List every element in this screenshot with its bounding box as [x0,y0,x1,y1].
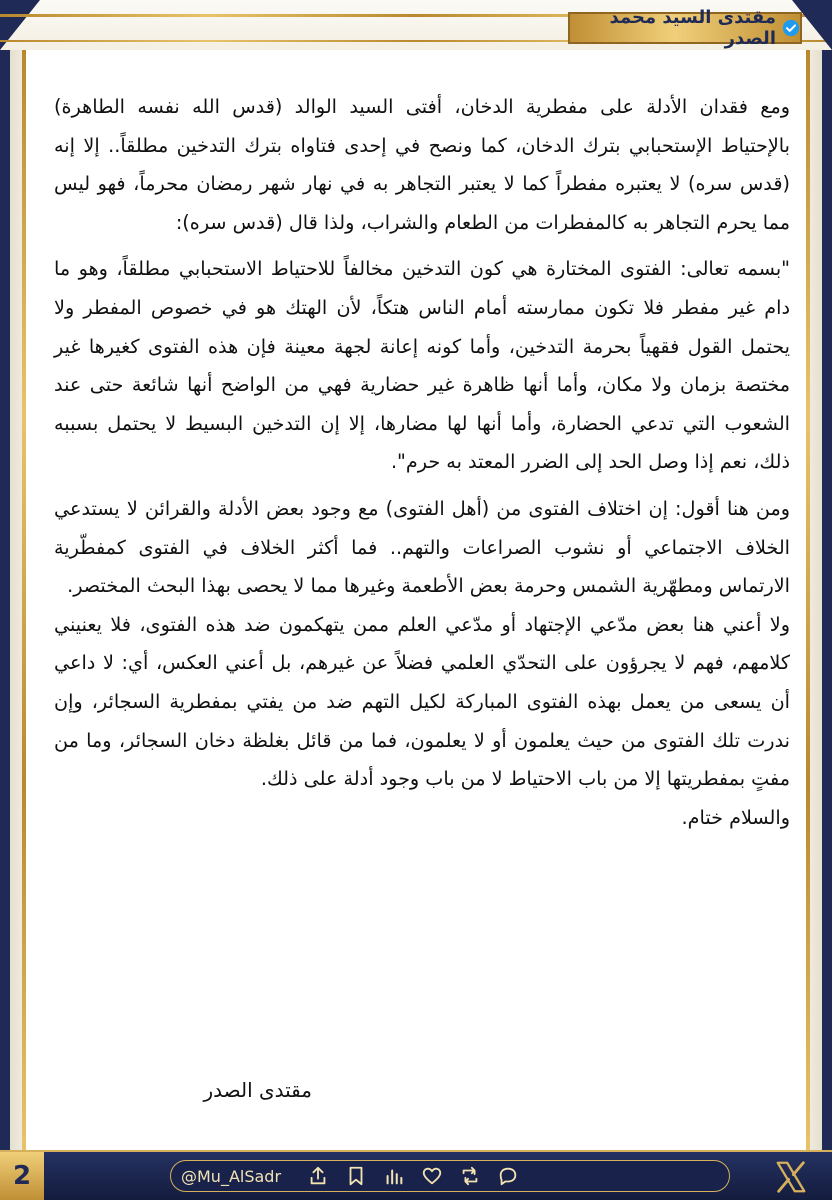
right-frame-gold-band [806,50,810,1150]
top-left-corner-ornament [0,0,40,50]
closing-salutation: والسلام ختام. [681,805,790,829]
account-handle[interactable]: @Mu_AlSadr [181,1166,282,1186]
like-icon[interactable] [421,1165,443,1187]
paragraph-3: ومن هنا أقول: إن اختلاف الفتوى من (أهل الفتوى) مع وجود بعض الأدلة والقرائن لا يستدعي الخلاف الاجتماعي أو نشوب الصراعات والتهم.. فما أكثر الخلاف في الفتوى كمفطّرية الارتماس ومطهّرية الشمس وحرمة بعض الأطعمة وغيرها مما لا يحصى بهذا البحث المختصر. [54,496,790,598]
share-icon[interactable] [307,1165,329,1187]
right-frame [806,50,832,1150]
views-icon[interactable] [383,1165,405,1187]
page-number: 2 [12,1161,32,1191]
bookmark-icon[interactable] [345,1165,367,1187]
left-frame-navy-band [0,50,10,1150]
account-name: مقتدى السيد محمد الصدر [609,7,776,49]
left-frame-gold-band [22,50,26,1150]
account-name-badge [568,7,802,49]
retweet-icon[interactable] [459,1165,481,1187]
page-number-badge [0,1152,44,1200]
paragraph-2-quote: "بسمه تعالى: الفتوى المختارة هي كون التدخين مخالفاً للاحتياط الاستحبابي مطلقاً، وهو ما دام غير مفطر فلا تكون ممارسته أمام الناس هتكاً، لأن الهتك هو في خصوص المفطر ولا يحتمل القول فقهياً بحرمة التدخين، وأما كونه إعانة لجهة معينة فإن هذه الفتوى كغيرها غير مختصة بزمان ولا مكان، وأما أنها ظاهرة غير حضارية فهي من الواضح أنها شائعة حتى عند الشعوب التي تدعي الحضارة، وأما أنها لها مضارها، إلا إن التدخين البسيط لا يحتمل بسببه ذلك، نعم إذا وصل الحد إلى الضرر المعتد به حرم". [54,257,790,474]
footer-bar [0,1150,832,1200]
x-logo-icon [772,1158,810,1196]
social-action-bar [170,1160,730,1192]
signature: مقتدى الصدر [203,1078,312,1102]
reply-icon[interactable] [497,1165,519,1187]
left-frame [0,50,26,1150]
right-frame-navy-band [822,50,832,1150]
statement-body [54,88,790,845]
paragraph-1: ومع فقدان الأدلة على مفطرية الدخان، أفتى السيد الوالد (قدس الله نفسه الطاهرة) بالإحتياط الإستحبابي بترك الدخان، كما ونصح في إحدى فتاواه بترك التدخين مطلقاً.. إلا إنه (قدس سره) لا يعتبره مفطراً كما لا يعتبر التجاهر به في نهار شهر رمضان محرماً، فهو ليس مما يحرم التجاهر به كالمفطرات من الطعام والشراب، ولذا قال (قدس سره): [54,95,790,234]
paragraph-4: ولا أعني هنا بعض مدّعي الإجتهاد أو مدّعي العلم ممن يتهكمون ضد هذه الفتوى، فلا يعنيني كلامهم، فهم لا يجرؤون على التحدّي العلمي فضلاً عن غيرهم، بل أعني العكس، أي: لا داعي أن يسعى من يعمل بهذه الفتوى المباركة لكيل التهم ضد من يفتي بمفطرية السجائر، وإن ندرت تلك الفتوى من حيث يعلمون أو لا يعلمون، فما من قائل بغلظة دخان السجائر، وما من مفتٍ بمفطريتها إلا من باب الاحتياط لا من باب وجود أدلة على ذلك. [54,612,790,791]
verified-icon [782,19,800,37]
